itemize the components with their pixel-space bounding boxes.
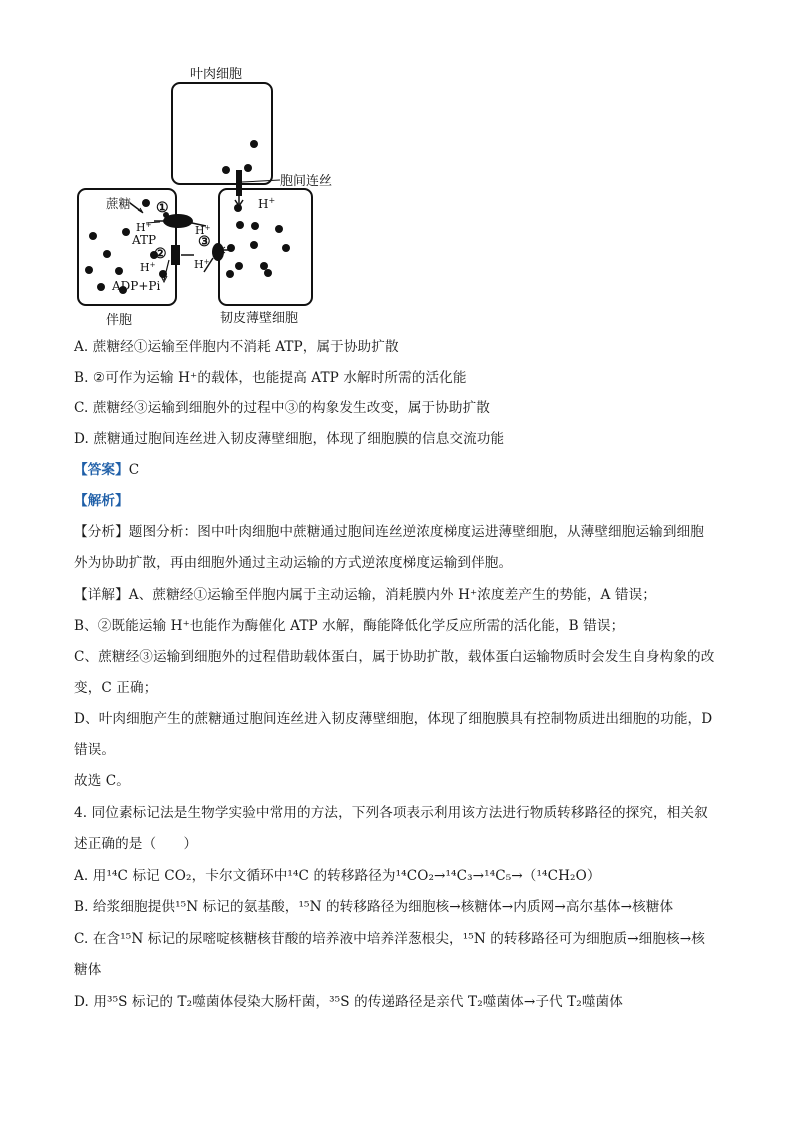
analysis-line-2: 外为协助扩散，再由细胞外通过主动运输的方式逆浓度梯度运输到伴胞。	[74, 555, 513, 571]
q4-option-a: A. 用¹⁴C 标记 CO₂，卡尔文循环中¹⁴C 的转移路径为¹⁴CO₂→¹⁴C₃→¹⁴C₅→（¹⁴CH₂O）	[74, 868, 601, 884]
detail-conclusion: 故选 C。	[74, 773, 131, 789]
analysis-text-1: 题图分析：图中叶肉细胞中蔗糖通过胞间连丝逆浓度梯度运进薄壁细胞，从薄壁细胞运输到细胞	[128, 524, 704, 540]
analysis-tag: 【解析】	[74, 493, 129, 509]
phloem-parenchyma-label: 韧皮薄壁细胞	[220, 311, 299, 326]
h-ion-transporter2-inside: H+	[140, 261, 156, 274]
mesophyll-label: 叶肉细胞	[190, 67, 243, 82]
h-ion-transporter2-outside: H+	[194, 258, 210, 271]
detail-line-d1: D、叶肉细胞产生的蔗糖通过胞间连丝进入韧皮薄壁细胞，体现了细胞膜具有控制物质进出细胞的功能，D	[74, 711, 713, 727]
q3-option-c: C. 蔗糖经③运输到细胞外的过程中③的构象发生改变，属于协助扩散	[74, 400, 490, 416]
q3-option-d: D. 蔗糖通过胞间连丝进入韧皮薄壁细胞，体现了细胞膜的信息交流功能	[74, 431, 505, 447]
plasmodesmata-label: 胞间连丝	[280, 174, 333, 189]
sucrose-label: 蔗糖	[106, 196, 132, 211]
analysis-heading	[74, 491, 129, 511]
detail-line-c1: C、蔗糖经③运输到细胞外的过程借助载体蛋白，属于协助扩散，载体蛋白运输物质时会发生自身构象的改	[74, 649, 715, 665]
adp-pi-label: ADP+Pi	[112, 279, 161, 293]
q4-option-c-line2: 糖体	[74, 962, 102, 978]
diagram-svg	[68, 58, 358, 330]
answer-value: C	[128, 462, 140, 478]
companion-label: 伴胞	[106, 313, 133, 328]
cell-transport-diagram	[68, 58, 358, 330]
q4-stem-1: 4. 同位素标记法是生物学实验中常用的方法，下列各项表示利用该方法进行物质转移路径的探究，相关叙	[74, 805, 708, 821]
q4-option-c-line1: C. 在含¹⁵N 标记的尿嘧啶核糖核苷酸的培养液中培养洋葱根尖，¹⁵N 的转移路径可为细胞质→细胞核→核	[74, 931, 705, 947]
analysis-sub-tag: 【分析】	[74, 524, 129, 540]
analysis-line-1	[74, 522, 704, 542]
atp-label: ATP	[132, 233, 157, 247]
q4-stem-2: 述正确的是（ ）	[74, 836, 198, 852]
mark-2: ②	[154, 246, 167, 262]
mark-3: ③	[198, 234, 211, 250]
h-ion-transporter1-outside: H+	[195, 224, 211, 237]
mesophyll-sucrose-dots	[222, 140, 258, 174]
detail-tag: 【详解】	[74, 587, 129, 603]
detail-line-a	[74, 585, 656, 605]
detail-line-c2: 变，C 正确；	[74, 680, 158, 696]
h-ion-parenchyma: H+	[258, 196, 276, 211]
q4-option-b: B. 给浆细胞提供¹⁵N 标记的氨基酸，¹⁵N 的转移路径为细胞核→核糖体→内质网→高尔基体→核糖体	[74, 899, 674, 915]
detail-a-text: A、蔗糖经①运输至伴胞内属于主动运输，消耗膜内外 H⁺浓度差产生的势能，A 错误；	[128, 587, 656, 603]
answer-tag: 【答案】	[74, 462, 129, 478]
detail-line-d2: 错误。	[74, 742, 116, 758]
q3-option-a: A. 蔗糖经①运输至伴胞内不消耗 ATP，属于协助扩散	[74, 339, 399, 355]
mark-1: ①	[156, 200, 169, 216]
h-ion-transporter1-inside: H+	[136, 221, 152, 234]
answer-line	[74, 460, 139, 480]
mesophyll-cell	[172, 83, 272, 184]
q3-option-b: B. ②可作为运输 H⁺的载体，也能提高 ATP 水解时所需的活化能	[74, 370, 467, 386]
q4-option-d: D. 用³⁵S 标记的 T₂噬菌体侵染大肠杆菌，³⁵S 的传递路径是亲代 T₂噬菌体→子代 T₂噬菌体	[74, 994, 623, 1010]
parenchyma-sucrose-dots	[226, 204, 290, 278]
detail-line-b: B、②既能运输 H⁺也能作为酶催化 ATP 水解，酶能降低化学反应所需的活化能，B 错误；	[74, 618, 625, 634]
